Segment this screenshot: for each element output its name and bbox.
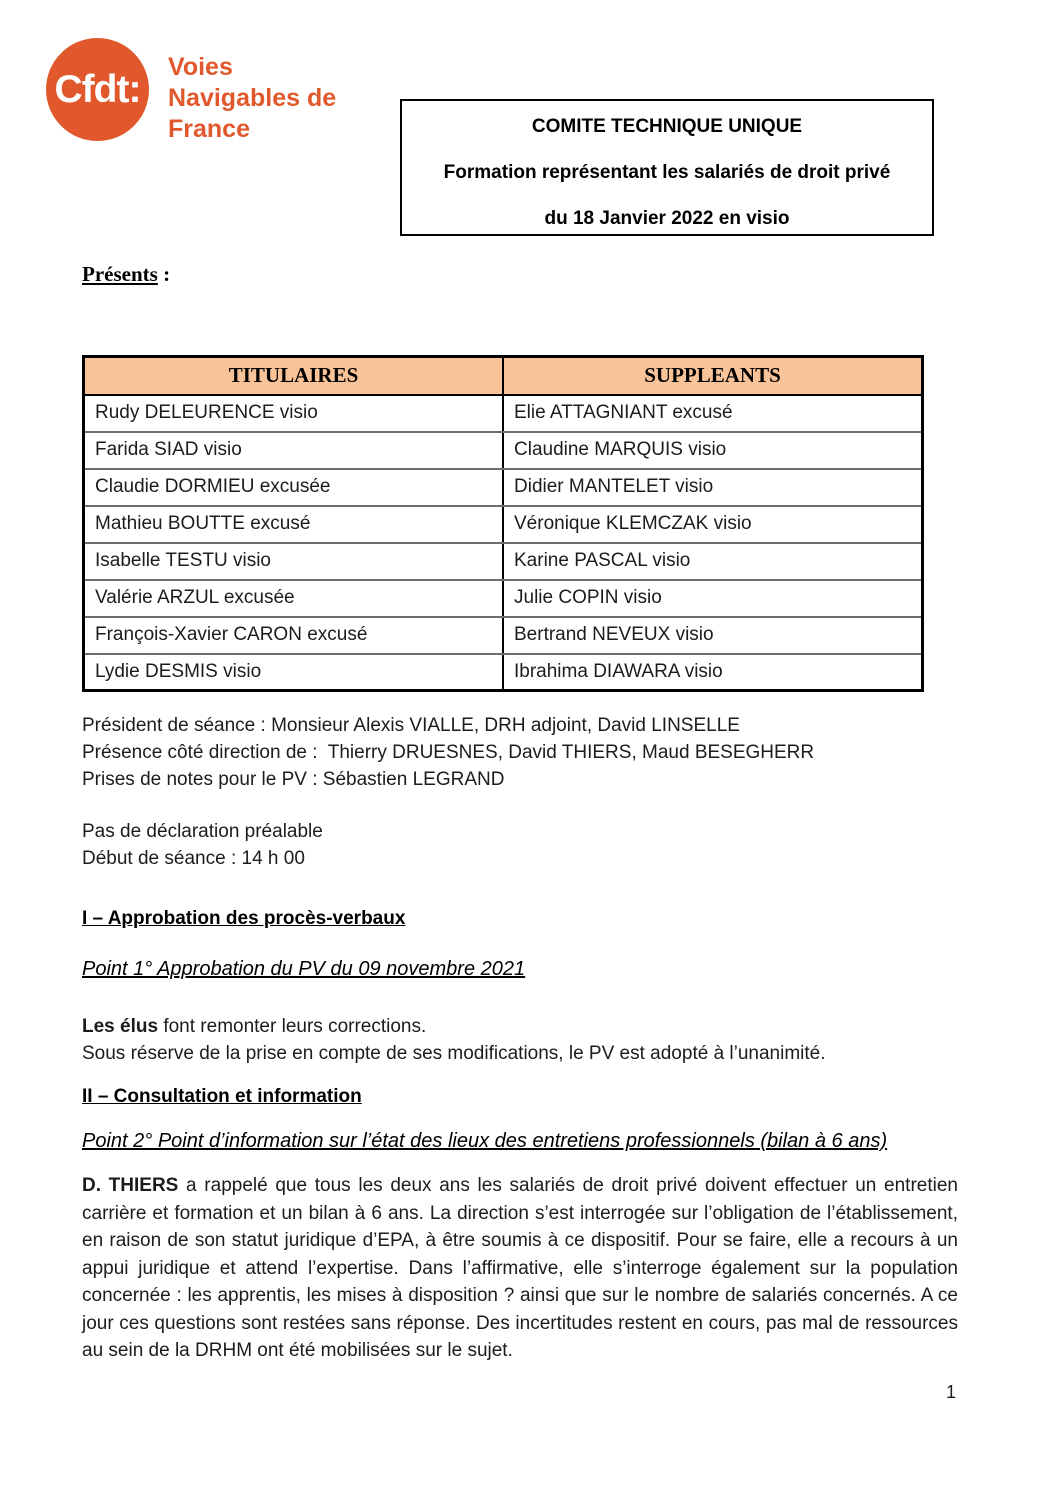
page-number: 1 <box>946 1382 957 1402</box>
titulaire-cell: Isabelle TESTU visio <box>84 543 504 580</box>
cfdt-logo <box>46 38 336 145</box>
point-1-heading: Point 1° Approbation du PV du 09 novembre 2021 <box>82 958 526 980</box>
suppleant-cell: Karine PASCAL visio <box>503 543 923 580</box>
suppleant-cell: Didier MANTELET visio <box>503 469 923 506</box>
paragraph-rest: font remonter leurs corrections. <box>158 1016 427 1037</box>
org-name-line: Navigables de <box>168 84 337 112</box>
table-row <box>84 543 923 580</box>
paragraph-rest: a rappelé que tous les deux ans les salariés de droit privé doivent effectuer un entretien carrière et formation et un bilan à 6 ans. La direction s’est interrogée sur l’obligation de l’établissement, en raison de son statut juridique d’EPA, à être soumis à ce dispositif. Pour se faire, elle a recours à un appui juridique et attend l’expertise. Dans l’affirmative, elle s’interroge également sur la population concernée : les apprentis, les mises à disposition ? ainsi que sur le nombre de salariés concernés. A ce jour ces questions sont restées sans réponse. Des incertitudes restent en cours, pas mal de ressources au sein de la DRHM ont été mobilisées sur le sujet. <box>82 1175 958 1361</box>
president-line: Président de séance : Monsieur Alexis VIALLE, DRH adjoint, David LINSELLE <box>82 715 740 736</box>
meeting-title-line3: du 18 Janvier 2022 en visio <box>544 208 790 229</box>
section-1-heading: I – Approbation des procès-verbaux <box>82 908 406 929</box>
titulaire-cell: Mathieu BOUTTE excusé <box>84 506 504 543</box>
titulaire-cell: Rudy DELEURENCE visio <box>84 395 504 432</box>
session-opening <box>82 818 958 872</box>
point-2-heading: Point 2° Point d’information sur l’état des lieux des entretiens professionnels (bilan à 6 ans) <box>82 1130 888 1152</box>
org-name-line: Voies <box>168 53 233 81</box>
org-name-line: France <box>168 115 250 143</box>
cfdt-logo-circle <box>46 38 149 141</box>
meeting-officials <box>82 712 958 793</box>
table-row <box>84 469 923 506</box>
cfdt-org-name <box>168 52 336 145</box>
declaration-line: Pas de déclaration préalable <box>82 821 323 842</box>
start-time-line: Début de séance : 14 h 00 <box>82 848 305 869</box>
titulaire-cell: Valérie ARZUL excusée <box>84 580 504 617</box>
attendance-table <box>82 355 924 692</box>
titulaire-cell: Lydie DESMIS visio <box>84 654 504 691</box>
paragraph-lead: D. THIERS <box>82 1175 179 1196</box>
suppleant-cell: Elie ATTAGNIANT excusé <box>503 395 923 432</box>
paragraph <box>82 1013 958 1040</box>
notes-line: Prises de notes pour le PV : Sébastien LEGRAND <box>82 769 505 790</box>
titulaire-cell: Farida SIAD visio <box>84 432 504 469</box>
table-row <box>84 395 923 432</box>
suppleant-cell: Julie COPIN visio <box>503 580 923 617</box>
attendance-header-row <box>84 357 923 395</box>
section-2-body <box>82 1172 958 1365</box>
direction-line: Présence côté direction de : Thierry DRUESNES, David THIERS, Maud BESEGHERR <box>82 742 815 763</box>
suppleant-cell: Bertrand NEVEUX visio <box>503 617 923 654</box>
suppleant-cell: Ibrahima DIAWARA visio <box>503 654 923 691</box>
table-row <box>84 580 923 617</box>
column-header-titulaires: TITULAIRES <box>84 357 504 395</box>
presents-colon: : <box>157 262 171 286</box>
column-header-suppleants: SUPPLEANTS <box>503 357 923 395</box>
titulaire-cell: Claudie DORMIEU excusée <box>84 469 504 506</box>
paragraph-lead: Les élus <box>82 1016 159 1037</box>
section-2-heading: II – Consultation et information <box>82 1086 362 1107</box>
suppleant-cell: Claudine MARQUIS visio <box>503 432 923 469</box>
paragraph: Sous réserve de la prise en compte de ses modifications, le PV est adopté à l’unanimité. <box>82 1043 826 1064</box>
table-row <box>84 617 923 654</box>
table-row <box>84 506 923 543</box>
meeting-title-box <box>400 99 934 236</box>
cfdt-logo-mark: Cfdt: <box>54 67 141 111</box>
section-1-body <box>82 1013 958 1067</box>
presents-heading <box>82 262 170 287</box>
meeting-title-line2: Formation représentant les salariés de droit privé <box>443 162 891 183</box>
titulaire-cell: François-Xavier CARON excusé <box>84 617 504 654</box>
table-row <box>84 654 923 691</box>
suppleant-cell: Véronique KLEMCZAK visio <box>503 506 923 543</box>
presents-label: Présents <box>82 262 158 286</box>
table-row <box>84 432 923 469</box>
meeting-title-line1: COMITE TECHNIQUE UNIQUE <box>531 116 803 137</box>
